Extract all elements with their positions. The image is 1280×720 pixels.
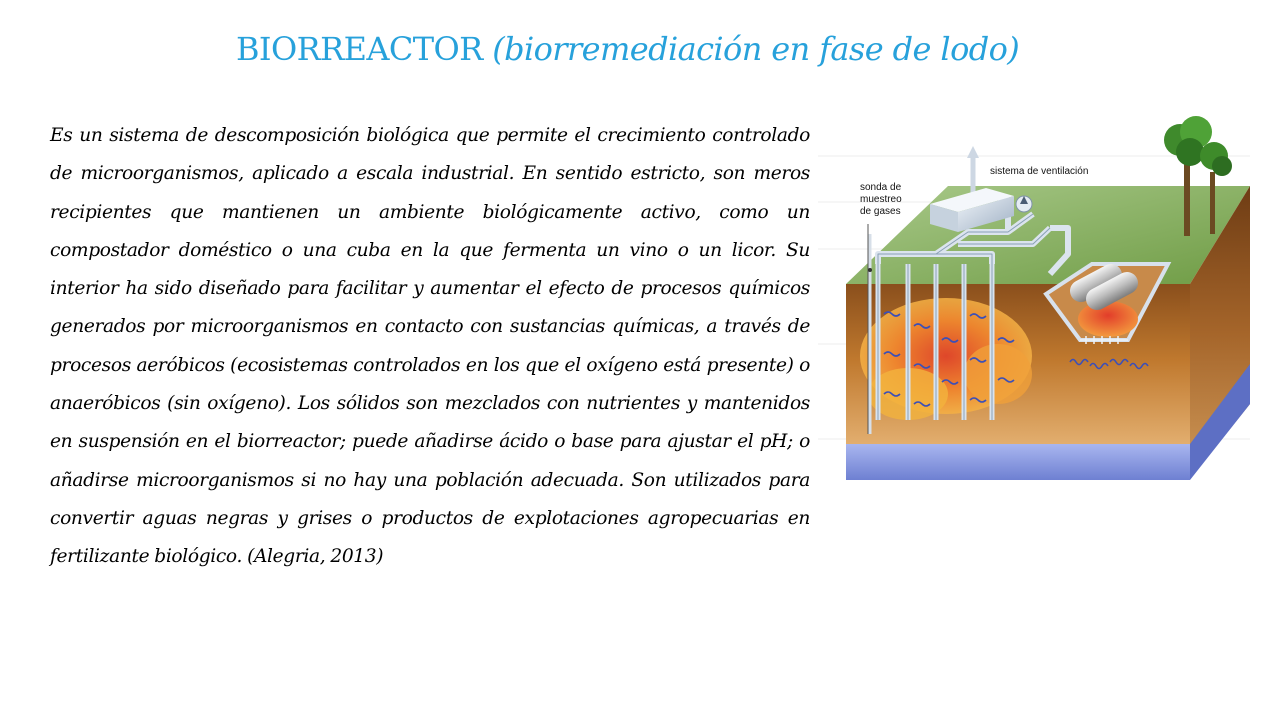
label-ventilation: sistema de ventilación xyxy=(990,166,1089,177)
slide-title xyxy=(236,30,1019,68)
label-probe-line1: sonda de xyxy=(860,182,902,193)
water-table xyxy=(846,444,1190,480)
body-paragraph: Es un sistema de descomposición biológica que permite el crecimiento controlado de microorganismos, aplicado a escala industrial. En sentido estricto, son meros recipientes que mantienen un ambiente biológicamente activo, como un compostador doméstico o una cuba en la que fermenta un vino o un licor. Su interior ha sido diseñado para facilitar y aumentar el efecto de procesos químicos generados por microorganismos en contacto con sustancias químicas, a través de procesos aeróbicos (ecosistemas controlados en los que el oxígeno está presente) o anaeróbicos (sin oxígeno). Los sólidos son mezclados con nutrientes y mantenidos en suspensión en el biorreactor; puede añadirse ácido o base para ajustar el pH; o añadirse microorganismos si no hay una población adecuada. Son utilizados para convertir aguas negras y grises o productos de explotaciones agropecuarias en fertilizante biológico. (Alegria, 2013) xyxy=(50,125,810,568)
label-probe-line2: muestreo xyxy=(860,194,902,205)
label-probe-line3: de gases xyxy=(860,206,901,217)
bioreactor-diagram xyxy=(818,104,1250,512)
title-subtitle: (biorremediación en fase de lodo) xyxy=(492,30,1020,68)
title-main: BIORREACTOR xyxy=(236,30,483,68)
